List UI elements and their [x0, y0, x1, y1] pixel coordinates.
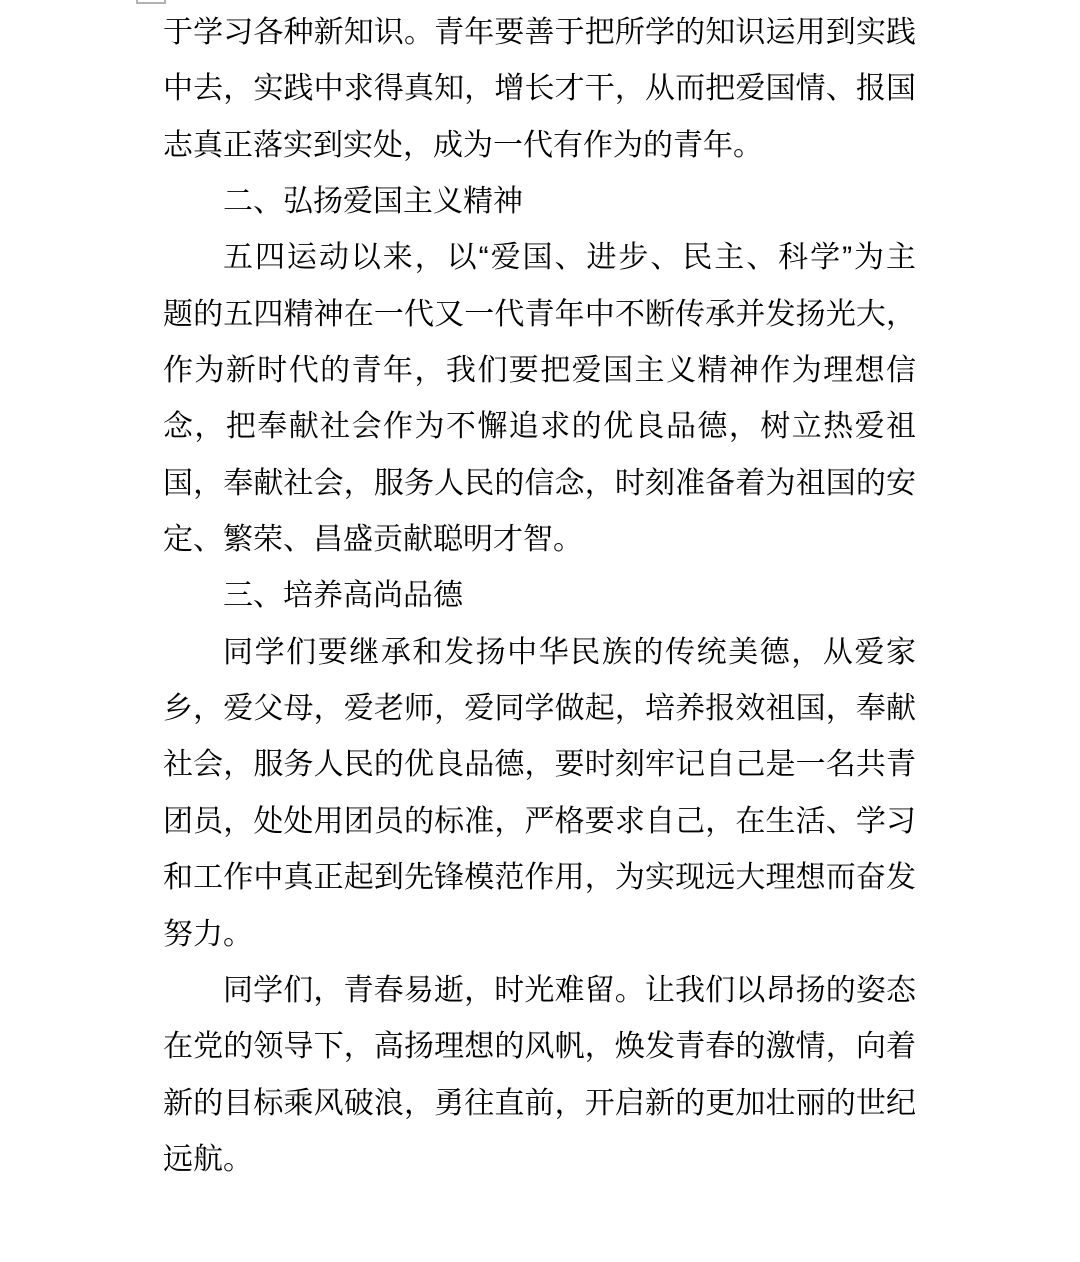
text-line: 同学们要继承和发扬中华民族的传统美德，从爱家: [223, 635, 916, 669]
text-line: 志真正落实到实处，成为一代有作为的青年。: [163, 128, 763, 162]
text-line: 在党的领导下，高扬理想的风帆，焕发青春的激情，向着: [163, 1030, 916, 1064]
text-line: 作为新时代的青年，我们要把爱国主义精神作为理想信: [163, 354, 916, 388]
text-line: 中去，实践中求得真知，增长才干，从而把爱国情、报国: [163, 72, 916, 106]
text-line: 同学们，青春易逝，时光难留。让我们以昂扬的姿态: [223, 973, 916, 1007]
text-line: 于学习各种新知识。青年要善于把所学的知识运用到实践: [163, 16, 916, 49]
text-line: 乡，爱父母，爱老师，爱同学做起，培养报效祖国，奉献: [163, 692, 916, 726]
text-line: 和工作中真正起到先锋模范作用，为实现远大理想而奋发: [163, 861, 916, 895]
cutoff-ui-box: [136, 0, 166, 4]
section-heading: 三、培养高尚品德: [223, 579, 463, 613]
text-line: 努力。: [163, 917, 253, 951]
text-line: 新的目标乘风破浪，勇往直前，开启新的更加壮丽的世纪: [163, 1086, 916, 1120]
text-line: 远航。: [163, 1142, 253, 1176]
text-line: 念，把奉献社会作为不懈追求的优良品德，树立热爱祖: [163, 410, 916, 444]
text-line: 国，奉献社会，服务人民的信念，时刻准备着为祖国的安: [163, 466, 916, 500]
text-line: 社会，服务人民的优良品德，要时刻牢记自己是一名共青: [163, 748, 916, 782]
section-heading: 二、弘扬爱国主义精神: [223, 185, 523, 219]
text-line: 定、繁荣、昌盛贡献聪明才智。: [163, 523, 583, 557]
text-line: 题的五四精神在一代又一代青年中不断传承并发扬光大，: [163, 297, 916, 331]
text-line: 五四运动以来，以“爱国、进步、民主、科学”为主: [223, 241, 916, 275]
text-line: 团员，处处用团员的标准，严格要求自己，在生活、学习: [163, 804, 916, 838]
